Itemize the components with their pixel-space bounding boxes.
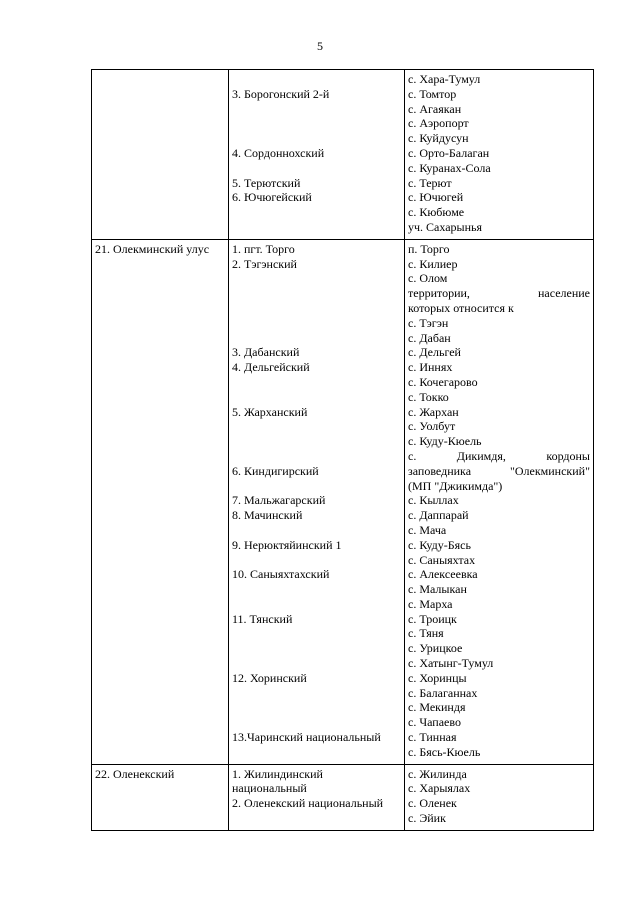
settlement-line (232, 553, 401, 568)
village-line: с. Кюбюме (408, 205, 465, 220)
village-line: с. Куранах-Сола (408, 160, 491, 175)
settlement-line: 7. Мальжагарский (232, 493, 326, 508)
village-line: с. Килиер (408, 256, 458, 271)
settlement-line (232, 301, 401, 316)
settlement-line (232, 715, 401, 730)
district-name (95, 72, 225, 87)
settlement-line (232, 479, 401, 494)
settlement-line (232, 271, 401, 286)
village-line: с. Кыллах (408, 493, 459, 508)
village-line: с. Малыкан (408, 582, 467, 597)
table-row (92, 239, 594, 764)
settlement-line (232, 286, 401, 301)
settlements-cell (229, 239, 405, 764)
village-line: с. Куйдусун (408, 131, 469, 146)
table-row (92, 764, 594, 830)
settlement-line (232, 205, 401, 220)
district-name: 22. Оленекский (95, 766, 175, 781)
settlement-line (232, 161, 401, 176)
village-line: с. Мача (408, 522, 447, 537)
settlement-line: 9. Нерюктяйинский 1 (232, 537, 342, 552)
settlement-line (232, 434, 401, 449)
settlement-line (232, 656, 401, 671)
village-line: с. Иннях (408, 360, 453, 375)
village-line: которых относится к (408, 300, 514, 315)
settlement-line (232, 582, 401, 597)
settlement-line (232, 523, 401, 538)
village-line: с. Жархан (408, 404, 459, 419)
village-line: с. Дикимдя, кордоны (408, 448, 590, 463)
settlement-line: 13.Чаринский национальный (232, 730, 381, 745)
village-line: с. Кочегарово (408, 374, 478, 389)
village-line: с. Саныяхтах (408, 552, 476, 567)
settlement-line: национальный (232, 781, 307, 796)
village-line: с. Марха (408, 596, 453, 611)
districts-table (91, 69, 594, 831)
village-line: с. Тинная (408, 730, 457, 745)
village-line: уч. Сахарынья (408, 219, 483, 234)
settlement-line: 5. Терютский (232, 175, 301, 190)
settlement-line (232, 72, 401, 87)
settlement-line: 3. Борогонский 2-й (232, 86, 330, 101)
settlement-line (232, 700, 401, 715)
settlement-line: 10. Саныяхтахский (232, 567, 330, 582)
table-body (92, 70, 594, 831)
village-line: с. Урицкое (408, 641, 463, 656)
settlement-line (232, 116, 401, 131)
village-line: с. Уолбут (408, 419, 456, 434)
settlement-line: 4. Сордоннохский (232, 145, 325, 160)
village-line: с. Тяня (408, 626, 444, 641)
settlement-line (232, 131, 401, 146)
village-line: с. Терют (408, 175, 452, 190)
settlement-line: 8. Мачинский (232, 508, 303, 523)
settlement-line (232, 419, 401, 434)
village-line: п. Торго (408, 241, 450, 256)
village-line: с. Хара-Тумул (408, 72, 481, 86)
settlement-line (232, 375, 401, 390)
village-line: с. Орто-Балаган (408, 145, 490, 160)
village-line: заповедника "Олекминский" (408, 463, 590, 478)
settlement-line (232, 331, 401, 346)
settlement-line: 5. Жарханский (232, 404, 308, 419)
village-line: с. Оленек (408, 796, 457, 811)
settlement-line (232, 390, 401, 405)
settlement-line: 6. Киндигирский (232, 463, 319, 478)
settlement-line: 2. Оленекский национальный (232, 796, 384, 811)
villages-cell (405, 239, 594, 764)
settlements-cell (229, 764, 405, 830)
settlement-line (232, 686, 401, 701)
settlement-line: 6. Ючюгейский (232, 190, 312, 205)
village-line: с. Хоринцы (408, 670, 467, 685)
village-line: с. Тэгэн (408, 315, 449, 330)
table-row (92, 70, 594, 240)
village-line: с. Эйик (408, 811, 446, 826)
settlement-line (232, 626, 401, 641)
district-cell (92, 70, 229, 240)
village-line: с. Куду-Кюель (408, 434, 482, 449)
village-line: (МП "Джикимда") (408, 478, 503, 493)
settlement-line: 1. Жилиндинский (232, 766, 323, 781)
villages-cell (405, 70, 594, 240)
district-cell (92, 239, 229, 764)
village-line: с. Токко (408, 389, 449, 404)
village-line: с. Харыялах (408, 781, 471, 796)
village-line: с. Куду-Бясь (408, 537, 471, 552)
village-line: с. Аэропорт (408, 116, 469, 131)
village-line: с. Ючюгей (408, 190, 464, 205)
village-line: с. Дельгей (408, 345, 461, 360)
settlement-line: 2. Тэгэнский (232, 256, 297, 271)
settlement-line (232, 220, 401, 235)
village-line: с. Бясь-Кюель (408, 744, 481, 759)
village-line: с. Мекиндя (408, 700, 466, 715)
settlement-line: 3. Дабанский (232, 345, 300, 360)
village-line: с. Балаганнах (408, 685, 478, 700)
villages-cell (405, 764, 594, 830)
district-cell (92, 764, 229, 830)
village-line: с. Хатынг-Тумул (408, 656, 494, 671)
settlement-line (232, 449, 401, 464)
village-line: с. Алексеевка (408, 567, 478, 582)
village-line: с. Дабан (408, 330, 451, 345)
village-line: с. Томтор (408, 86, 457, 101)
settlement-line (232, 316, 401, 331)
settlement-line (232, 641, 401, 656)
village-line: с. Жилинда (408, 766, 467, 781)
village-line: с. Олом (408, 271, 448, 286)
page-number: 5 (317, 39, 323, 53)
settlement-line (232, 597, 401, 612)
village-line: с. Даппарай (408, 508, 469, 523)
district-name: 21. Олекминский улус (95, 241, 210, 256)
settlement-line: 11. Тянский (232, 611, 293, 626)
settlement-line: 1. пгт. Торго (232, 241, 295, 256)
settlement-line: 4. Дельгейский (232, 360, 310, 375)
village-line: с. Агаякан (408, 101, 462, 116)
village-line: с. Чапаево (408, 715, 461, 730)
village-line: с. Троицк (408, 611, 457, 626)
settlement-line (232, 102, 401, 117)
village-line: территории, население (408, 286, 590, 301)
settlement-line: 12. Хоринский (232, 670, 307, 685)
settlements-cell (229, 70, 405, 240)
